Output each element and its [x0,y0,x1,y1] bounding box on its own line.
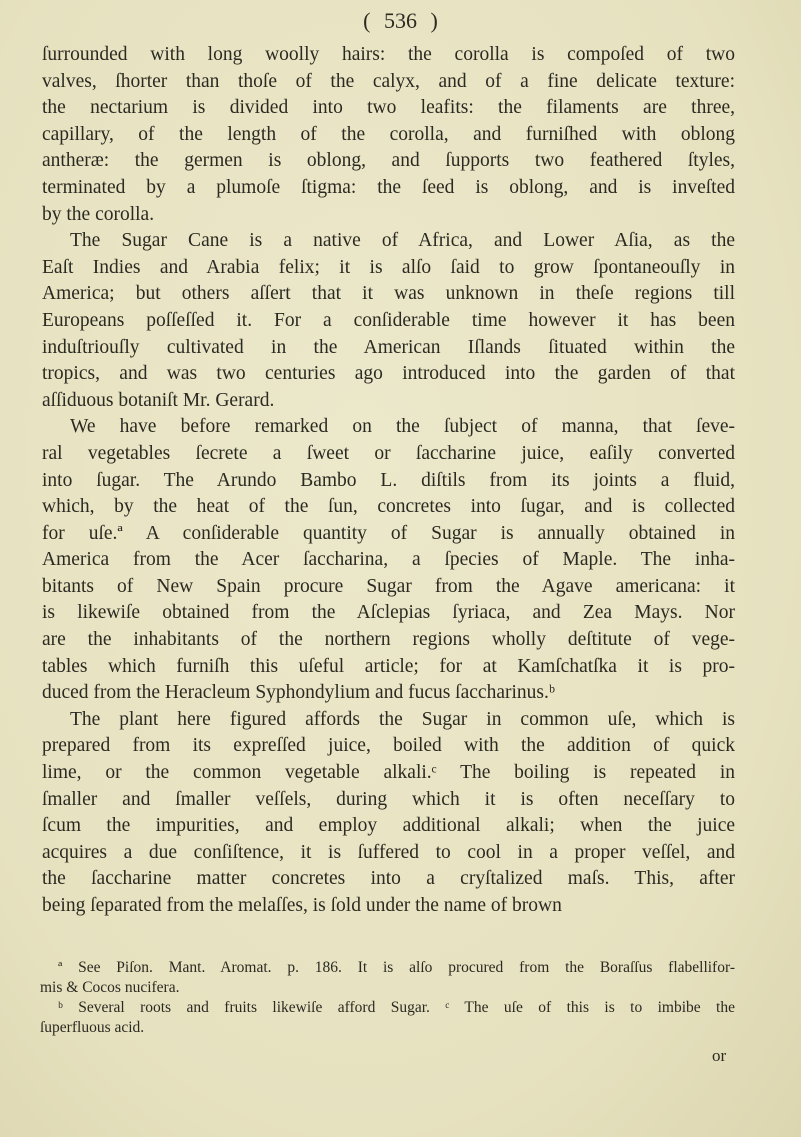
text-line: the ſaccharine matter concretes into a cryſtalized maſs. This, after [42,868,735,890]
text-line: aſſiduous botaniſt Mr. Gerard. [42,389,275,411]
text-line: ᵇ Several roots and fruits likewiſe afford Sugar. ᶜ The uſe of this is to imbibe the [58,999,735,1016]
text-line: ſurrounded with long woolly hairs: the corolla is compoſed of two [42,44,735,65]
text-line: antheræ: the germen is oblong, and ſupports two feathered ſtyles, [42,150,735,172]
text-line: valves, ſhorter than thoſe of the calyx, and of a fine delicate texture: [42,70,735,92]
catchword: or [712,1046,727,1065]
text-line: duced from the Heracleum Syphondylium and fucus ſaccharinus.ᵇ [42,682,555,704]
text-line: ral vegetables ſecrete a ſweet or ſaccharine juice, eaſily converted [42,442,735,464]
paragraph [42,228,735,414]
text-line: ſuperfluous acid. [40,1019,145,1036]
text-line: for uſe.ª A conſiderable quantity of Sugar is annually obtained in [42,522,735,544]
text-line: capillary, of the length of the corolla, and furniſhed with oblong [42,123,735,145]
text-line: into ſugar. The Arundo Bambo L. diſtils from its joints a fluid, [42,469,735,491]
body-text [42,42,735,920]
text-line: We have before remarked on the ſubject of manna, that ſeve- [70,416,735,438]
text-line: ſmaller and ſmaller veſſels, during which it is often neceſſary to [42,788,735,810]
text-line: mis & Cocos nucifera. [40,979,180,996]
text-line: tropics, and was two centuries ago introduced into the garden of that [42,363,735,385]
text-line: induſtriouſly cultivated in the American Iſlands ſituated within the [42,336,735,358]
footnote [40,958,735,998]
footnote [40,998,735,1038]
text-line: which, by the heat of the ſun, concretes into ſugar, and is collected [42,496,735,518]
text-line: Europeans poſſeſſed it. For a conſiderable time however it has been [42,309,735,331]
text-line: bitants of New Spain procure Sugar from the Agave americana: it [42,575,735,597]
text-line: is likewiſe obtained from the Aſclepias ſyriaca, and Zea Mays. Nor [42,602,735,624]
text-line: prepared from its expreſſed juice, boiled with the addition of quick [42,735,735,757]
text-line: lime, or the common vegetable alkali.ᶜ The boiling is repeated in [42,762,735,784]
text-line: acquires a due conſiſtence, it is ſuffered to cool in a proper veſſel, and [42,841,735,863]
paragraph [42,707,735,920]
text-line: ª See Piſon. Mant. Aromat. p. 186. It is alſo procured from the Boraſſus flabellifor- [58,959,735,976]
text-line: by the corolla. [42,203,155,225]
paragraph [42,42,735,228]
text-line: the nectarium is divided into two leafits: the filaments are three, [42,97,735,119]
text-line: are the inhabitants of the northern regions wholly deſtitute of vege- [42,629,735,651]
page-number: ( 536 ) [363,8,438,33]
text-line: The Sugar Cane is a native of Africa, and Lower Aſia, as the [70,230,735,252]
text-line: America; but others aſſert that it was unknown in theſe regions till [42,283,735,305]
text-line: terminated by a plumoſe ſtigma: the ſeed is oblong, and is inveſted [42,176,735,198]
text-line: America from the Acer ſaccharina, a ſpecies of Maple. The inha- [42,549,735,571]
text-line: The plant here figured affords the Sugar in common uſe, which is [70,708,735,730]
text-line: tables which furniſh this uſeful article; for at Kamſchatſka it is pro- [42,655,735,677]
text-line: being ſeparated from the melaſſes, is ſold under the name of brown [42,895,562,916]
footnotes [40,958,735,1038]
text-line: ſcum the impurities, and employ additional alkali; when the juice [42,815,735,837]
text-line: Eaſt Indies and Arabia felix; it is alſo ſaid to grow ſpontaneouſly in [42,256,735,278]
paragraph [42,414,735,707]
